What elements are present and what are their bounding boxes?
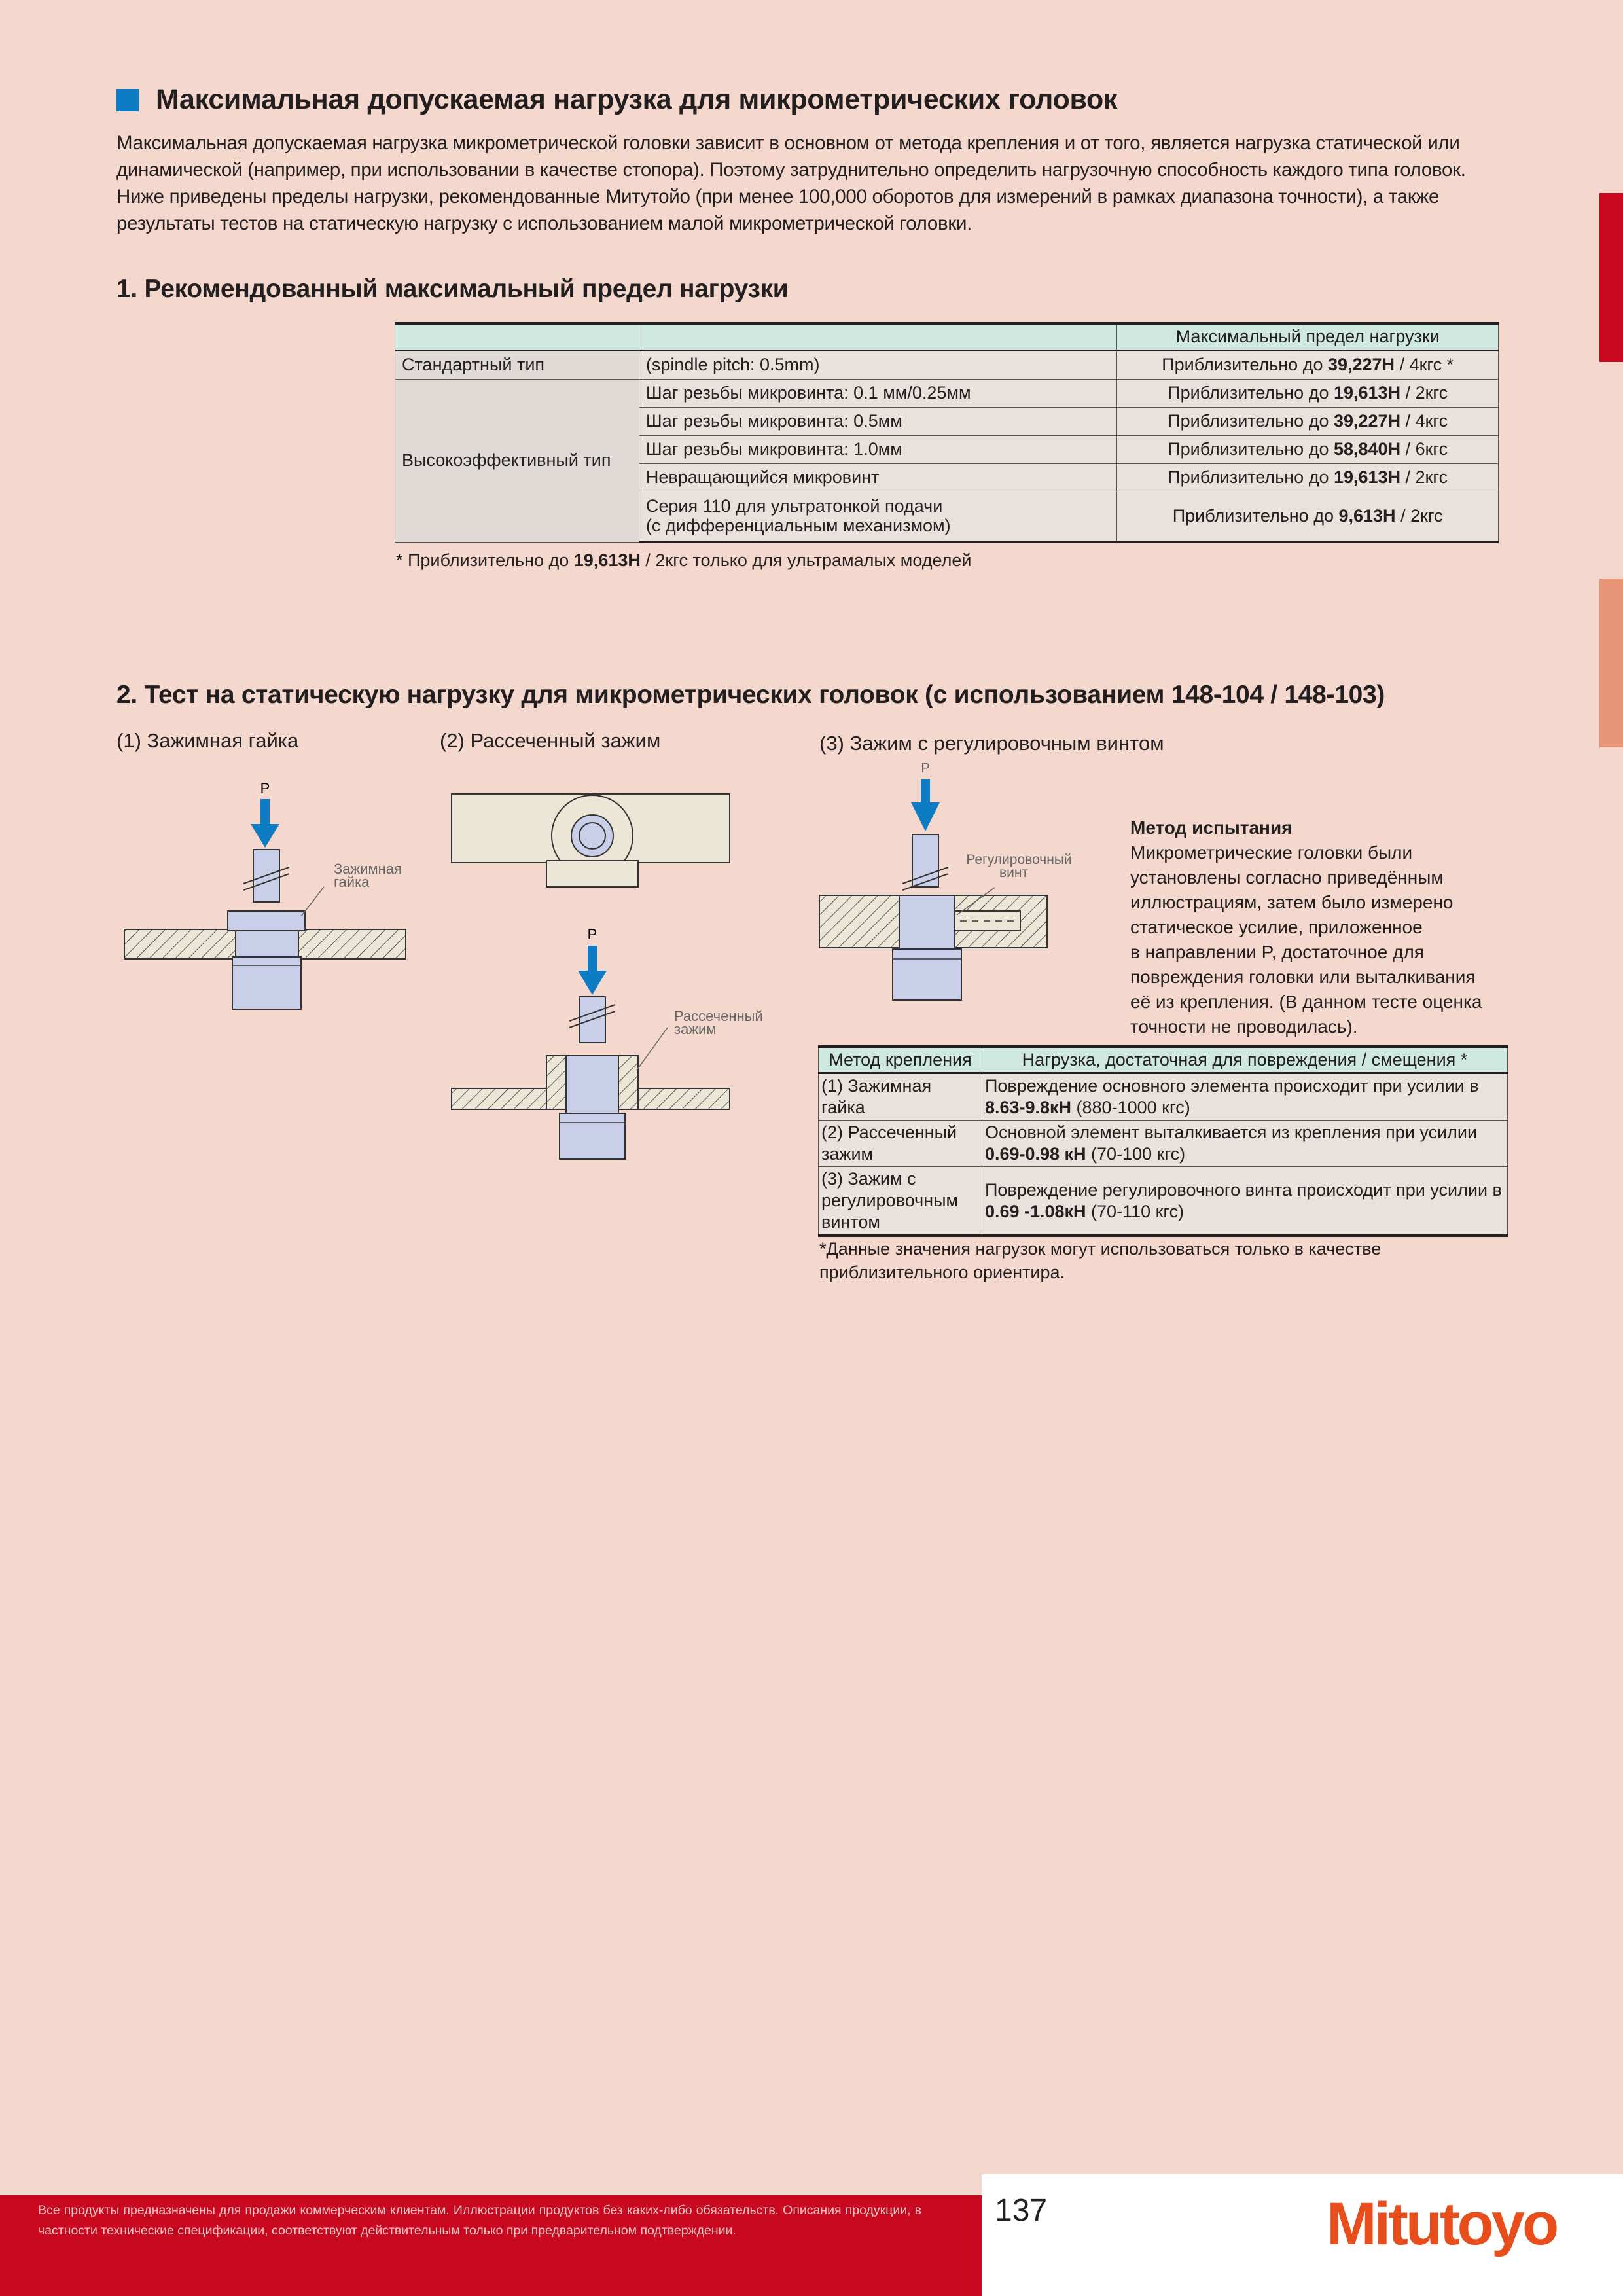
footnote-line: приблизительного ориентира. [819,1263,1065,1282]
load-cell: Основной элемент выталкивается из крепления при усилии 0.69-0.98 кН (70-100 кгс) [982,1121,1507,1167]
table-header-row [395,323,1499,351]
method-line: иллюстрациям, затем было измерено [1130,892,1454,912]
test-results-table [818,1045,1508,1237]
method-cell: (2) Рассеченный зажим [819,1121,982,1167]
limit-cell: Приблизительно до 39,227Н / 4кгс * [1117,351,1499,380]
footer-disclaimer: Все продукты предназначены для продажи коммерческим клиентам. Иллюстрации продуктов без каких-либо обязательств. Описания продукции, в частности технические спецификации, соответствуют действительным только при предварительном подтверждении. [38,2203,921,2238]
fig2-callout: Рассеченный [674,1008,763,1024]
column-header: Нагрузка, достаточная для повреждения / смещения * [982,1047,1507,1073]
fig1-callout: Зажимная [334,861,402,877]
limit-cell: Приблизительно до 19,613Н / 2кгс [1117,380,1499,408]
spec-cell: Шаг резьбы микровинта: 0.1 мм/0.25мм [639,380,1116,408]
load-cell: Повреждение основного элемента происходит при усилии в 8.63-9.8кН (880-1000 кгс) [982,1073,1507,1121]
fig2-title: (2) Рассеченный зажим [440,729,661,752]
method-line: Микрометрические головки были [1130,842,1413,863]
load-limit-table [395,322,1499,543]
method-cell: (1) Зажимная гайка [819,1073,982,1121]
table-footnote: * Приблизительно до 19,613Н / 2кгс только для ультрамалых моделей [396,550,972,570]
p-label: P [587,926,597,942]
fig3-diagram [819,759,1127,1008]
page-number: 137 [995,2193,1048,2228]
spec-cell: Невращающийся микровинт [639,464,1116,492]
limit-cell: Приблизительно до 9,613Н / 2кгс [1117,492,1499,543]
method-title: Метод испытания [1130,817,1293,838]
method-line: точности не проводилась). [1130,1016,1358,1037]
intro-line: Ниже приведены пределы нагрузки, рекомендованные Митутойо (при менее 100,000 оборотов для измерений в рамках диапазона точности), а также [116,186,1440,207]
table-row [819,1073,1508,1121]
intro-line: результаты тестов на статическую нагрузку с использованием малой микрометрической головки. [116,213,972,234]
fig1-title: (1) Зажимная гайка [116,729,299,752]
method-line: статическое усилие, приложенное [1130,917,1423,937]
title-square-icon [116,89,139,111]
page-title [116,84,1117,116]
table-row [395,351,1499,380]
method-line: её из крепления. (В данном тесте оценка [1130,992,1482,1012]
limit-cell: Приблизительно до 58,840Н / 6кгс [1117,436,1499,464]
load-cell: Повреждение регулировочного винта происходит при усилии в 0.69 -1.08кН (70-110 кгс) [982,1167,1507,1236]
type-cell: Стандартный тип [395,351,639,380]
fig3-title: (3) Зажим с регулировочным винтом [819,732,1164,755]
mitutoyo-logo: Mitutoyo [1327,2191,1557,2257]
table-row [395,380,1499,408]
side-tab-salmon [1599,579,1623,747]
table-row [819,1121,1508,1167]
limit-cell: Приблизительно до 39,227Н / 4кгс [1117,408,1499,436]
limit-cell: Приблизительно до 19,613Н / 2кгс [1117,464,1499,492]
test-method-text [1130,816,1497,1039]
method-line: в направлении P, достаточное для [1130,942,1424,962]
spec-cell: Шаг резьбы микровинта: 1.0мм [639,436,1116,464]
fig1-callout: гайка [334,874,370,890]
p-label: P [921,761,930,776]
force-arrow-icon [260,799,270,825]
table-header-row [819,1047,1508,1073]
method-line: установлены согласно приведённым [1130,867,1444,888]
spec-cell: Шаг резьбы микровинта: 0.5мм [639,408,1116,436]
force-arrow-icon [921,779,930,804]
spec-cell: (spindle pitch: 0.5mm) [639,351,1116,380]
column-header: Метод крепления [819,1047,982,1073]
p-label: P [260,780,270,797]
method-cell: (3) Зажим с регулировочным винтом [819,1167,982,1236]
spec-cell: Серия 110 для ультратонкой подачи (с дифференциальным механизмом) [639,492,1116,543]
fig3-callout: Регулировочный [966,852,1072,867]
intro-line: динамической (например, при использовании в качестве стопора). Поэтому затруднительно определить нагрузочную способность каждого типа головок. [116,159,1466,181]
column-header: Максимальный предел нагрузки [1117,323,1499,351]
fig2-diagram [452,782,763,1162]
results-footnote [819,1237,1487,1284]
type-cell: Высокоэффективный тип [395,380,639,543]
force-arrow-icon [588,946,597,972]
intro-line: Максимальная допускаемая нагрузка микрометрической головки зависит в основном от метода крепления и от того, является нагрузка статической или [116,132,1460,154]
section2-heading: 2. Тест на статическую нагрузку для микрометрических головок (с использованием 148-104 / 148-103) [116,681,1385,709]
section1-heading: 1. Рекомендованный максимальный предел нагрузки [116,275,789,303]
fig3-callout: винт [999,865,1029,880]
intro-paragraph [116,130,1524,237]
fig1-diagram [124,776,412,1011]
footnote-line: *Данные значения нагрузок могут использоваться только в качестве [819,1239,1382,1259]
method-line: повреждения головки или выталкивания [1130,967,1476,987]
table-row [819,1167,1508,1236]
fig2-callout: зажим [674,1021,717,1037]
side-tab-red [1599,193,1623,362]
page-title-text: Максимальная допускаемая нагрузка для микрометрических головок [156,84,1118,115]
